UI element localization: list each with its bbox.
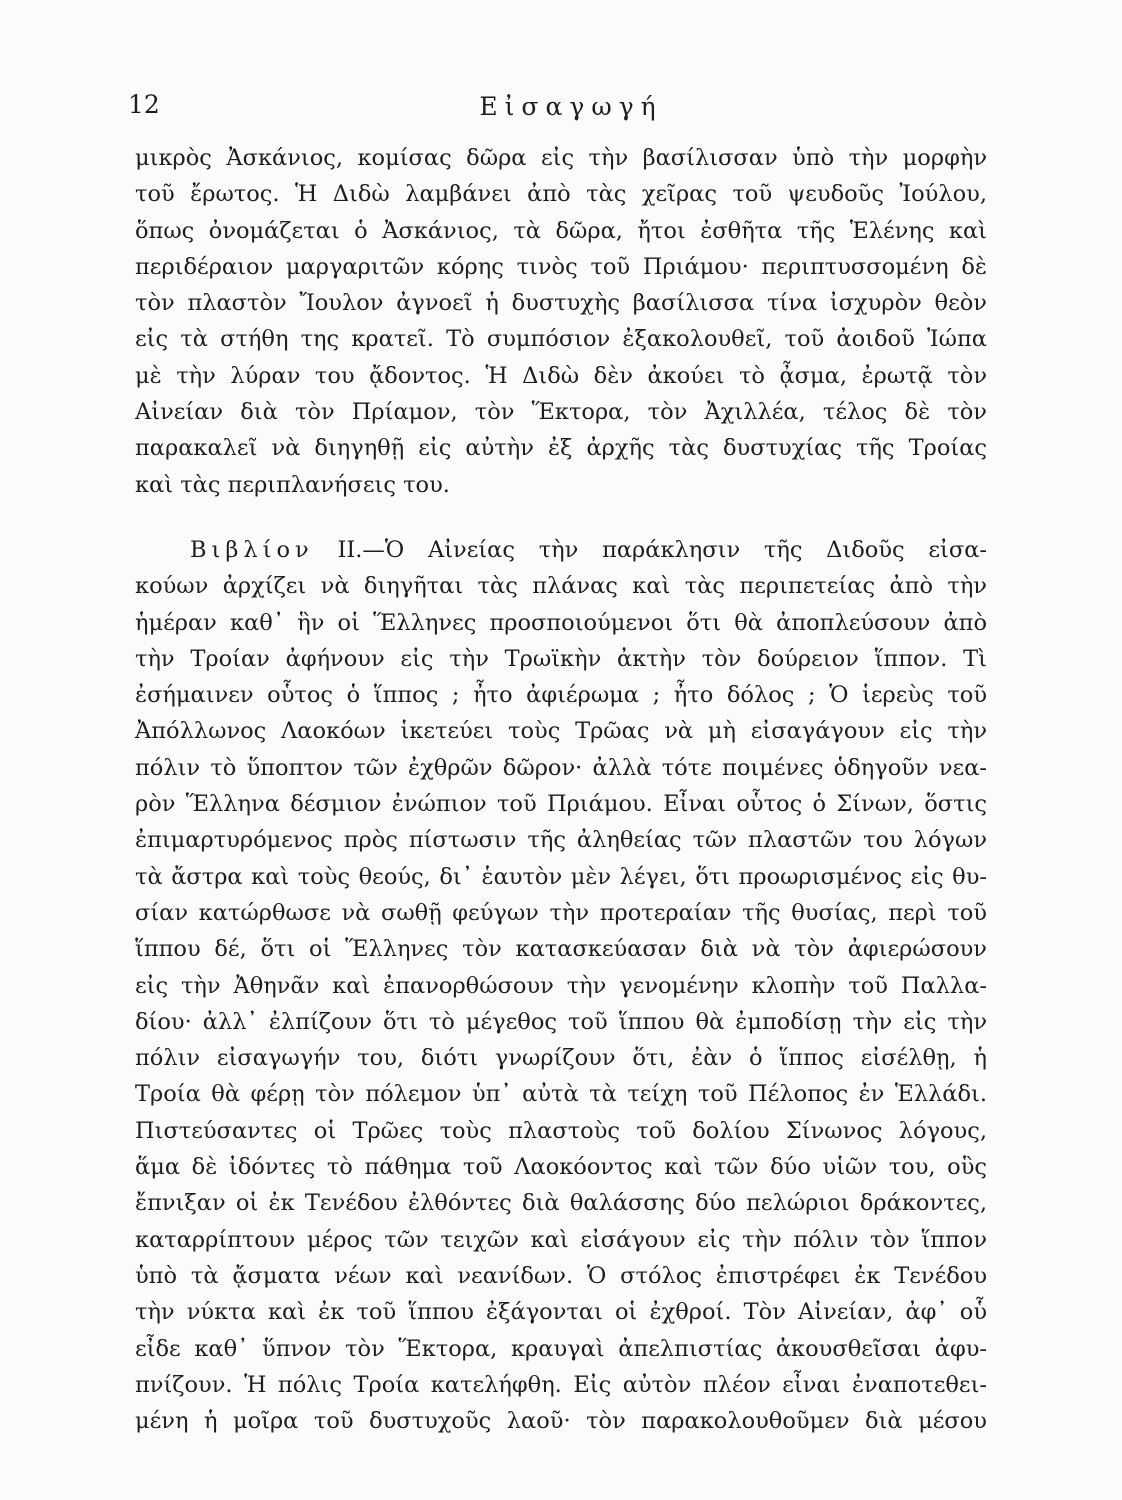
text-line: μικρὸς Ἀσκάνιος, κομίσας δῶρα εἰς τὴν βασίλισσαν ὑπὸ τὴν μορφὴν (135, 145, 987, 171)
text-line: Τροία θὰ φέρῃ τὸν πόλεμον ὑπ᾽ αὐτὰ τὰ τείχη τοῦ Πέλοπος ἐν Ἑλλάδι. (135, 1081, 987, 1108)
text-line: πόλιν τὸ ὕποπτον τῶν ἐχθρῶν δῶρον· ἀλλὰ τότε ποιμένες ὁδηγοῦν νεα- (135, 754, 987, 781)
text-line: ἅμα δὲ ἰδόντες τὸ πάθημα τοῦ Λαοκόοντος καὶ τῶν δύο υἱῶν του, οὓς (135, 1154, 987, 1181)
text-line: καὶ τὰς περιπλανήσεις του. (135, 471, 450, 498)
text-line: δίου· ἀλλ᾽ ἐλπίζουν ὅτι τὸ μέγεθος τοῦ ἵππου θὰ ἐμποδίσῃ τὴν εἰς τὴν (135, 1008, 987, 1035)
page-number: 12 (128, 90, 160, 119)
paragraph-2 (135, 532, 987, 1439)
book-heading: Βιβλίον (190, 537, 314, 563)
text-line (135, 532, 987, 568)
text-line: μὲ τὴν λύραν του ᾄδοντος. Ἡ Διδὼ δὲν ἀκούει τὸ ᾆσμα, ἐρωτᾷ τὸν (135, 362, 987, 389)
text-line: ἐπιμαρτυρόμενος πρὸς πίστωσιν τῆς ἀληθείας τῶν πλαστῶν του λόγων (135, 827, 987, 854)
text-line: εἰς τὴν Ἀθηνᾶν καὶ ἐπανορθώσουν τὴν γενομένην κλοπὴν τοῦ Παλλα- (135, 972, 987, 999)
text-line: καταρρίπτουν μέρος τῶν τειχῶν καὶ εἰσάγουν εἰς τὴν πόλιν τὸν ἵππον (135, 1226, 987, 1253)
text-line: ρὸν Ἕλληνα δέσμιον ἐνώπιον τοῦ Πριάμου. Εἶναι οὗτος ὁ Σίνων, ὅστις (135, 791, 987, 818)
text-line: μένη ἡ μοῖρα τοῦ δυστυχοῦς λαοῦ· τὸν παρακολουθοῦμεν διὰ μέσου (135, 1408, 987, 1435)
text-line: τὸν πλαστὸν Ἴουλον ἀγνοεῖ ἡ δυστυχὴς βασίλισσα τίνα ἰσχυρὸν θεὸν (135, 290, 987, 317)
text-line: ἵππου δέ, ὅτι οἱ Ἕλληνες τὸν κατασκεύασαν διὰ νὰ τὸν ἀφιερώσουν (135, 936, 987, 963)
text-line: πόλιν εἰσαγωγήν του, διότι γνωρίζουν ὅτι, ἐὰν ὁ ἵππος εἰσέλθῃ, ἡ (135, 1045, 987, 1072)
text-line: ὅπως ὀνομάζεται ὁ Ἀσκάνιος, τὰ δῶρα, ἤτοι ἐσθῆτα τῆς Ἑλένης καὶ (135, 217, 987, 244)
text-line-content: ΙΙ.—Ὁ Αἰνείας τὴν παράκλησιν τῆς Διδοῦς εἰσα- (337, 537, 988, 563)
text-line: πνίζουν. Ἡ πόλις Τροία κατελήφθη. Εἰς αὐτὸν πλέον εἶναι ἐναποτεθει- (135, 1371, 987, 1398)
text-line: ἔπνιξαν οἱ ἐκ Τενέδου ἐλθόντες διὰ θαλάσσης δύο πελώριοι δράκοντες, (135, 1190, 987, 1217)
paragraph-1 (135, 140, 987, 503)
text-line: σίαν κατώρθωσε νὰ σωθῇ φεύγων τὴν προτεραίαν τῆς θυσίας, περὶ τοῦ (135, 899, 987, 926)
text-line: τὰ ἄστρα καὶ τοὺς θεούς, δι᾽ ἑαυτὸν μὲν λέγει, ὅτι προωρισμένος εἰς θυ- (135, 863, 987, 890)
text-line: Ἀπόλλωνος Λαοκόων ἱκετεύει τοὺς Τρῶας νὰ μὴ εἰσαγάγουν εἰς τὴν (135, 718, 987, 745)
text-line: τοῦ ἔρωτος. Ἡ Διδὼ λαμβάνει ἀπὸ τὰς χεῖρας τοῦ ψευδοῦς Ἰούλου, (135, 181, 987, 208)
text-line: παρακαλεῖ νὰ διηγηθῇ εἰς αὐτὴν ἐξ ἀρχῆς τὰς δυστυχίας τῆς Τροίας (135, 435, 987, 462)
text-line: Αἰνείαν διὰ τὸν Πρίαμον, τὸν Ἕκτορα, τὸν Ἀχιλλέα, τέλος δὲ τὸν (135, 399, 987, 426)
text-line: κούων ἀρχίζει νὰ διηγῆται τὰς πλάνας καὶ τὰς περιπετείας ἀπὸ τὴν (135, 573, 987, 600)
text-line: ἐσήμαινεν οὗτος ὁ ἵππος ; ἦτο ἀφιέρωμα ; ἦτο δόλος ; Ὁ ἱερεὺς τοῦ (135, 682, 987, 709)
text-line: εἶδε καθ᾽ ὕπνον τὸν Ἕκτορα, κραυγαὶ ἀπελπιστίας ἀκουσθεῖσαι ἀφυ- (135, 1335, 987, 1362)
text-line: Πιστεύσαντες οἱ Τρῶες τοὺς πλαστοὺς τοῦ δολίου Σίνωνος λόγους, (135, 1117, 987, 1144)
running-head: Εἰσαγωγή (479, 92, 663, 121)
text-line: τὴν Τροίαν ἀφήνουν εἰς τὴν Τρωϊκὴν ἀκτὴν τὸν δούρειον ἵππον. Τὶ (135, 645, 987, 672)
text-line: τὴν νύκτα καὶ ἐκ τοῦ ἵππου ἐξάγονται οἱ ἐχθροί. Τὸν Αἰνείαν, ἀφ᾽ οὗ (135, 1299, 987, 1326)
text-line: εἰς τὰ στήθη της κρατεῖ. Τὸ συμπόσιον ἐξακολουθεῖ, τοῦ ἀοιδοῦ Ἰώπα (135, 326, 987, 353)
text-line: ὑπὸ τὰ ᾄσματα νέων καὶ νεανίδων. Ὁ στόλος ἐπιστρέφει ἐκ Τενέδου (135, 1262, 987, 1289)
text-line: περιδέραιον μαργαριτῶν κόρης τινὸς τοῦ Πριάμου· περιπτυσσομένη δὲ (135, 253, 987, 280)
text-line: ἡμέραν καθ᾽ ἣν οἱ Ἕλληνες προσποιούμενοι ὅτι θὰ ἀποπλεύσουν ἀπὸ (135, 609, 987, 636)
